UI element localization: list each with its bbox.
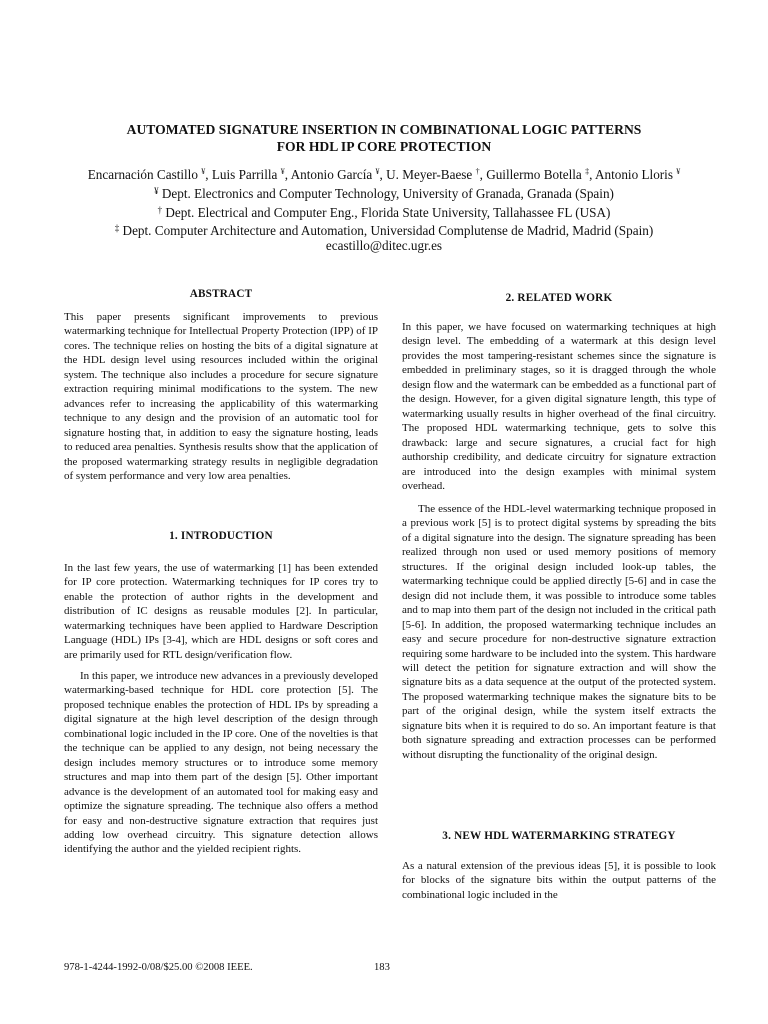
abstract-heading: ABSTRACT [189, 288, 253, 300]
author: Antonio Lloris ¥ [594, 167, 681, 182]
abstract-paragraph: This paper presents significant improvements to previous watermarking technique for Intellectual Property Protection (IPP) of IP cores. The technique relies on hosting the bits of a digital signature at the HDL design level using resources included within the original system. The technique also includes a procedure for secure signature extraction requiring minimal modifications to the system. The new advances refer to increasing the applicability of this watermarking technique to any design and the provision of an automatic tool for signature hosting that, in addition to easy the signature hosting, leads to reduced area penalties. Synthesis results show that the application of the proposed watermarking strategy results in negligible degradation of system performance and very low area penalties. [64, 311, 378, 482]
author: Antonio García ¥, [290, 167, 387, 182]
author-list [20, 163, 748, 183]
introduction-paragraph: In the last few years, the use of watermarking [1] has been extended for IP core protection. Watermarking techniques for IP cores try to enable the protection of author rights in the development and distribution of IC designs as reusable modules [2]. In particular, watermarking techniques have been applied to Hardware Description Language (HDL) IPs [3-4], which are HDL designs or soft cores and are primarily used for RTL design/verification flow. [64, 562, 378, 661]
author: Encarnación Castillo ¥, [87, 167, 212, 182]
related-work-paragraph: The essence of the HDL-level watermarking technique proposed in a previous work [5] is to protect digital systems by spreading the bits of a digital signature into the design. The signature spreading has been realized through non used or used memory positions of memory structures. If the original design included look-up tables, the watermarking technique could be applied directly [5-6] and in case the design did not include them, it was possible to introduce some tables and to map into them part of the design not included in the critical path [5-6]. In addition, the proposed watermarking technique includes an easy and secure procedure for non-destructive signature extraction requiring some hardware to be included into the system. This hardware will detect the petition for signature extraction and will show the signature bits as a data sequence at the output of the protected system. The proposed watermarking technique makes the signature bits to be part of the original design, while the system itself extracts the signature bits when it is required to do so. An important feature is that both signature spreading and extraction processes can be performed without disrupting the functionality of the original design. [402, 503, 716, 761]
author-email[interactable]: ecastillo@ditec.ugr.es [325, 238, 443, 253]
copyright-notice: 978-1-4244-1992-0/08/$25.00 ©2008 IEEE. [64, 962, 253, 973]
paper-title [40, 121, 728, 155]
related-work-paragraph: In this paper, we have focused on watermarking techniques at high design level. The embedding of a watermark at this design level provides the most tampering-resistant schemes since the signature is embedded in preliminary stages, so it is dragged through the whole design flow and the watermark can be embedded as a functional part of the design. However, for a given digital signature length, this type of watermarking usually results in higher overhead of the final circuitry. The proposed HDL watermarking technique, gets to solve this drawback: large and secure signatures, a crucial fact for high authorship credibility, and dedicate circuitry for signature extraction are introduced into the design examples with minimal system overhead. [402, 321, 716, 492]
affiliation: ¥ Dept. Electronics and Computer Technology, University of Granada, Granada (Spain) [154, 186, 614, 201]
strategy-heading: 3. NEW HDL WATERMARKING STRATEGY [442, 830, 676, 842]
related-work-heading: 2. RELATED WORK [505, 292, 613, 304]
title-line-2: FOR HDL IP CORE PROTECTION [276, 139, 492, 154]
strategy-paragraph: As a natural extension of the previous ideas [5], it is possible to look for blocks of the signature bits within the output patterns of the combinational logic included in the [402, 860, 716, 901]
author: U. Meyer-Baese †, [386, 167, 487, 182]
affiliation: † Dept. Electrical and Computer Eng., Florida State University, Tallahassee FL (USA) [157, 205, 611, 220]
affiliation: ‡ Dept. Computer Architecture and Automation, Universidad Complutense de Madrid, Madrid (Spain) [114, 223, 654, 238]
introduction-paragraph: In this paper, we introduce new advances in a previously developed watermarking-based technique for HDL core protection [5]. The proposed technique enables the protection of HDL IPs by spreading a digital signature at the high level description of the design through combinational logic included in the IP core. One of the novelties is that the technique can be applied to any design, not being necessary the design includes memory structures or to introduce some memory structures and map into them part of the design [5]. Other important advance is the development of an automated tool for making easy and optimize the signature spreading. The technique also offers a method for easy and non-destructive signature extraction that requires just adding low overhead circuitry. This signature detection allows identifying the author and the yielded recipient rights. [64, 670, 378, 856]
author: Guillermo Botella ‡, [486, 167, 595, 182]
author: Luis Parrilla ¥, [211, 167, 291, 182]
introduction-heading: 1. INTRODUCTION [169, 530, 273, 542]
page-number: 183 [374, 962, 390, 973]
title-line-1: AUTOMATED SIGNATURE INSERTION IN COMBINATIONAL LOGIC PATTERNS [126, 122, 642, 137]
